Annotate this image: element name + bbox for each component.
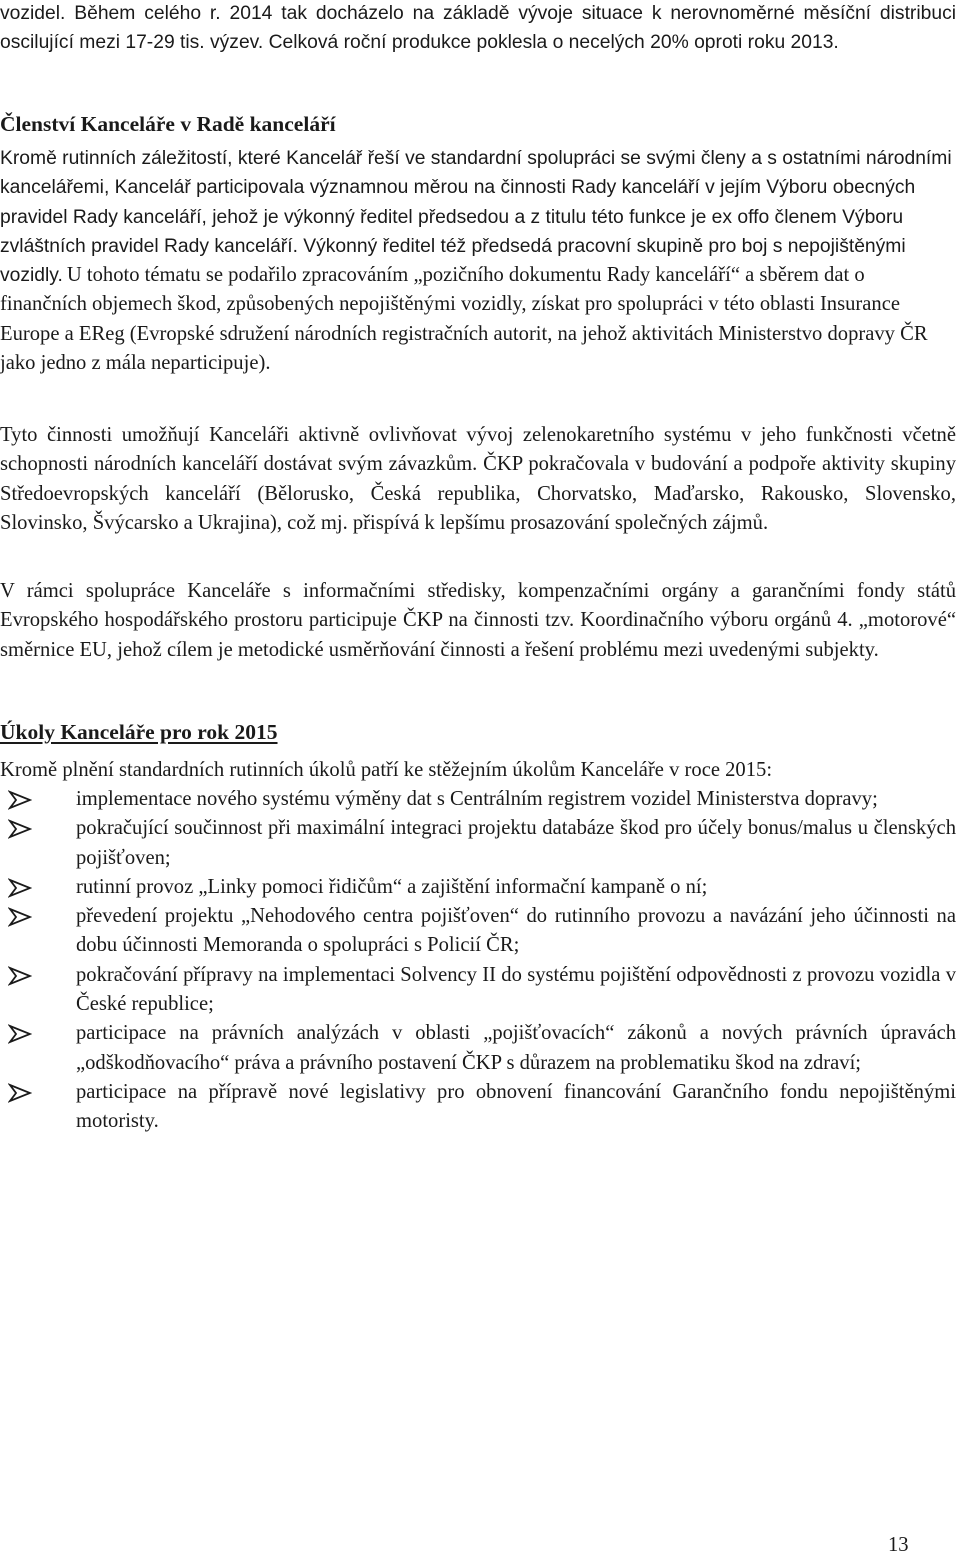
list-item — [0, 961, 956, 1020]
task-text: pokračování přípravy na implementaci Solvency II do systému pojištění odpovědnosti z provozu vozidla v České republice; — [76, 963, 956, 1016]
list-item — [0, 873, 956, 902]
list-item — [0, 1078, 956, 1137]
membership-p1-serif-text: U tohoto tématu se podařilo zpracováním „pozičního dokumentu Rady kanceláří“ a sběrem dat o finančních objemech škod, způsobených nepojištěnými vozidly, získat pro spolupráci v této oblasti Insurance Europe a EReg (Evropské sdružení národních registračních autorit, na jehož aktivitách Ministerstvo dopravy ČR jako jedno z mála neparticipuje). — [0, 264, 928, 375]
membership-paragraph-2 — [0, 421, 956, 538]
tasks-heading: Úkoly Kanceláře pro rok 2015 — [0, 720, 278, 744]
intro-paragraph — [0, 0, 956, 58]
task-text: rutinní provoz „Linky pomoci řidičům“ a zajištění informační kampaně o ní; — [76, 875, 708, 898]
task-text: participace na právních analýzách v oblasti „pojišťovacích“ zákonů a nových právních úpravách „odškodňovacího“ práva a právního postavení ČKP s důrazem na problematiku škod na zdraví; — [76, 1022, 956, 1074]
task-text: pokračující součinnost při maximální integraci projektu databáze škod pro účely bonus/malus u členských pojišťoven; — [76, 817, 956, 869]
membership-p2-text: Tyto činnosti umožňují Kanceláři aktivně ovlivňovat vývoj zelenokaretního systému v jeho funkčnosti včetně schopnosti národních kanceláří dostávat svým závazkům. ČKP pokračovala v budování a podpoře aktivity skupiny Středoevropských kanceláří (Bělorusko, Česká republika, Chorvatsko, Maďarsko, Rakousko, Slovensko, Slovinsko, Švýcarsko a Ukrajina), což mj. přispívá k lepšímu prosazování společných zájmů. — [0, 424, 956, 534]
list-item — [0, 902, 956, 961]
membership-paragraph-3 — [0, 577, 956, 665]
tasks-list — [0, 785, 956, 1137]
membership-paragraph-1 — [0, 144, 956, 378]
membership-p1-sans-text: Kromě rutinních záležitostí, které Kancelář řeší ve standardní spolupráci se svými členy a s ostatními národními kancelářemi, Kancelář participovala významnou měrou na činnosti Rady kanceláří v jejím Výboru obecných pravidel Rady kanceláří, jehož je výkonný ředitel předsedou a z titulu této funkce je ex offo členem Výboru zvláštních pravidel Rady kanceláří. Výkonný ředitel též předsedá pracovní skupině pro boj s nepojištěnými vozidly. — [0, 148, 952, 287]
arrowhead-bullet-icon — [8, 878, 32, 898]
page-number: 13 — [888, 1534, 909, 1556]
arrowhead-bullet-icon — [8, 1024, 32, 1044]
list-item — [0, 814, 956, 873]
task-text: implementace nového systému výměny dat s Centrálním registrem vozidel Ministerstva dopravy; — [76, 788, 878, 810]
tasks-intro — [0, 756, 956, 785]
arrowhead-bullet-icon — [8, 1083, 32, 1103]
tasks-intro-text: Kromě plnění standardních rutinních úkolů patří ke stěžejním úkolům Kanceláře v roce 2015: — [0, 759, 773, 781]
list-item — [0, 1019, 956, 1078]
arrowhead-bullet-icon — [8, 819, 32, 839]
membership-p3-text: V rámci spolupráce Kanceláře s informačními středisky, kompenzačními orgány a garančními fondy států Evropského hospodářského prostoru participuje ČKP na činnosti tzv. Koordinačního výboru orgánů 4. „motorové“ směrnice EU, jehož cílem je metodické usměrňování činnosti a řešení problému mezi uvedenými subjekty. — [0, 580, 956, 661]
task-text: participace na přípravě nové legislativy pro obnovení financování Garančního fondu nepojištěnými motoristy. — [76, 1080, 956, 1133]
task-text: převedení projektu „Nehodového centra pojišťoven“ do rutinního provozu a navázání jeho účinnosti na dobu účinnosti Memoranda o spolupráci s Policií ČR; — [76, 905, 956, 957]
arrowhead-bullet-icon — [8, 966, 32, 986]
arrowhead-bullet-icon — [8, 790, 32, 810]
arrowhead-bullet-icon — [8, 907, 32, 927]
list-item — [0, 785, 956, 814]
intro-text: vozidel. Během celého r. 2014 tak docházelo na základě vývoje situace k nerovnoměrné měsíční distribuci oscilující mezi 17-29 tis. výzev. Celková roční produkce poklesla o necelých 20% oproti roku 2013. — [0, 3, 956, 54]
membership-heading: Členství Kanceláře v Radě kanceláří — [0, 112, 336, 136]
